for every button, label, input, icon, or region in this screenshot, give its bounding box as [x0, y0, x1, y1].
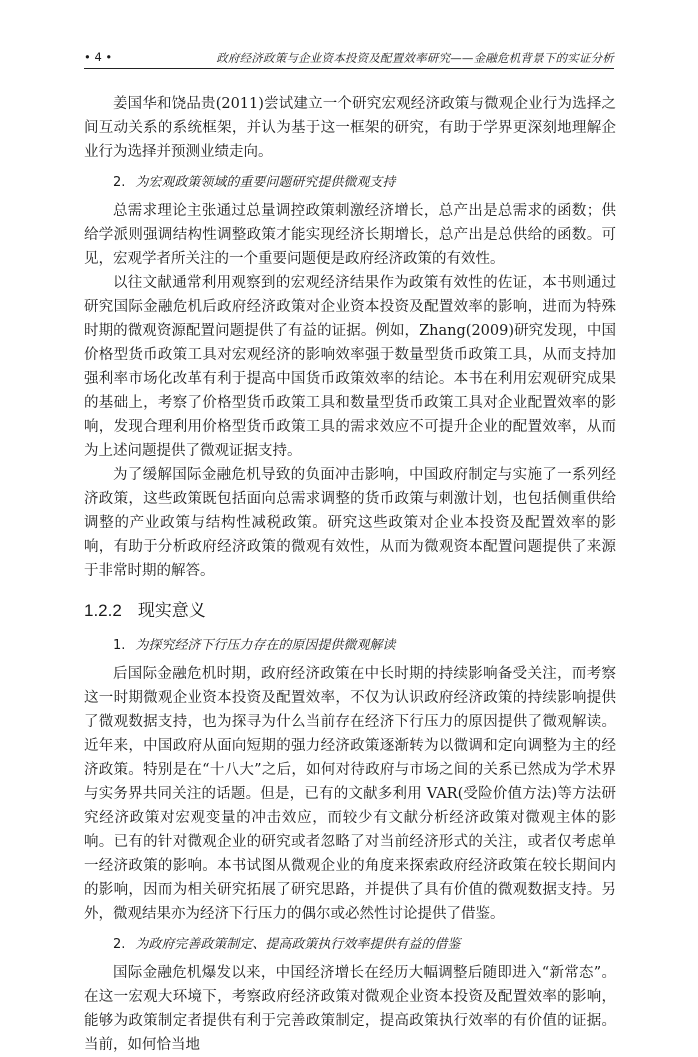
- heading-text: 为探究经济下行压力存在的原因提供微观解读: [135, 638, 396, 653]
- paragraph: 后国际金融危机时期，政府经济政策在中长时期的持续影响备受关注，而考察这一时期微观企业资本投资及配置效率，不仅为认识政府经济政策的持续影响提供了微观数据支持，也为探寻为什么当前存在经济下行压力的原因提供了微观解读。近年来，中国政府从面向短期的强力经济政策逐渐转为以微调和定向调整为主的经济政策。特别是在“十八大”之后，如何对待政府与市场之间的关系已然成为学术界与实务界共同关注的话题。但是，已有的文献多利用 VAR(受险价值方法)等方法研究经济政策对宏观变量的冲击效应，而较少有文献分析经济政策对微观主体的影响。已有的针对微观企业的研究或者忽略了对当前经济形式的关注，或者仅考虑单一经济政策的影响。本书试图从微观企业的角度来探索政府经济政策在较长期间内的影响，因而为相关研究拓展了研究思路，并提供了具有价值的微观数据支持。另外，微观结果亦为经济下行压力的偶尔或必然性讨论提供了借鉴。: [84, 666, 616, 922]
- heading-number: 1.: [113, 638, 126, 653]
- heading-number: 2.: [113, 175, 126, 190]
- heading-number: 2.: [113, 937, 126, 952]
- page-header: [84, 46, 614, 69]
- page-body: [84, 92, 616, 1057]
- section-heading: [84, 599, 616, 623]
- section-number: 1.2.2: [84, 601, 122, 620]
- section-title: 现实意义: [137, 601, 206, 620]
- numbered-heading: [84, 172, 616, 194]
- paragraph: 总需求理论主张通过总量调控政策刺激经济增长，总产出是总需求的函数；供给学派则强调结构性调整政策才能实现经济长期增长，总产出是总供给的函数。可见，宏观学者所关注的一个重要问题便是政府经济政策的有效性。: [84, 203, 616, 267]
- paragraph: 国际金融危机爆发以来，中国经济增长在经历大幅调整后随即进入“新常态”。在这一宏观大环境下，考察政府经济政策对微观企业资本投资及配置效率的影响，能够为政策制定者提供有利于完善政策制定，提高政策执行效率的有价值的证据。当前，如何恰当地: [84, 965, 616, 1053]
- paragraph: 姜国华和饶品贵(2011)尝试建立一个研究宏观经济政策与微观企业行为选择之间互动关系的系统框架，并认为基于这一框架的研究，有助于学界更深刻地理解企业行为选择并预测业绩走向。: [84, 96, 616, 160]
- numbered-heading: [84, 635, 616, 657]
- paragraph: 以往文献通常利用观察到的宏观经济结果作为政策有效性的佐证，本书则通过研究国际金融危机后政府经济政策对企业资本投资及配置效率的影响，进而为特殊时期的微观资源配置问题提供了有益的证据。例如，Zhang(2009)研究发现，中国价格型货币政策工具对宏观经济的影响效率强于数量型货币政策工具，从而支持加强利率市场化改革有利于提高中国货币政策效率的结论。本书在利用宏观研究成果的基础上，考察了价格型货币政策工具和数量型货币政策工具对企业配置效率的影响，发现合理利用价格型货币政策工具的需求效应不可提升企业的配置效率，从而为上述问题提供了微观证据支持。: [84, 275, 616, 459]
- numbered-heading: [84, 934, 616, 956]
- running-title: 政府经济政策与企业资本投资及配置效率研究——金融危机背景下的实证分析: [216, 51, 614, 65]
- heading-text: 为政府完善政策制定、提高政策执行效率提供有益的借鉴: [135, 937, 461, 952]
- page-number: • 4 •: [84, 50, 113, 64]
- heading-text: 为宏观政策领域的重要问题研究提供微观支持: [135, 175, 396, 190]
- paragraph: 为了缓解国际金融危机导致的负面冲击影响，中国政府制定与实施了一系列经济政策，这些政策既包括面向总需求调整的货币政策与刺激计划，也包括侧重供给调整的产业政策与结构性减税政策。研究这些政策对企业本投资及配置效率的影响，有助于分析政府经济政策的微观有效性，从而为微观资本配置问题提供了来源于非常时期的解答。: [84, 467, 616, 579]
